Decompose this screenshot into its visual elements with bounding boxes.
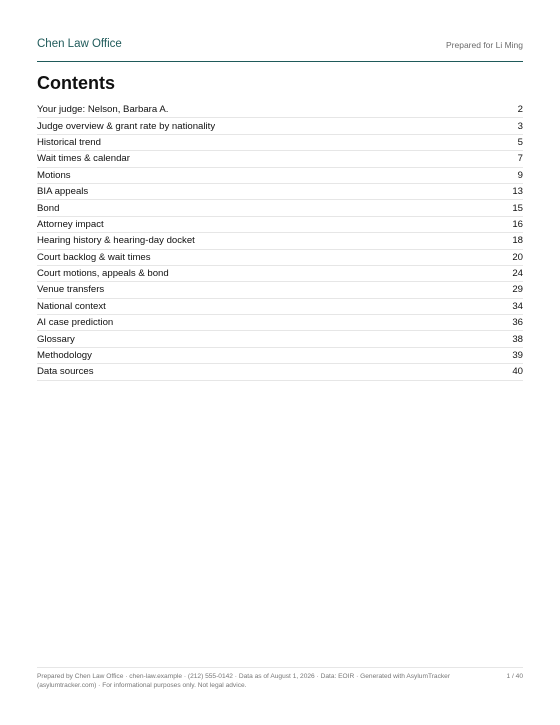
toc-entry[interactable] xyxy=(37,266,523,282)
toc-entry-label: Your judge: Nelson, Barbara A. xyxy=(37,104,169,116)
toc-entry-page-number: 38 xyxy=(512,333,523,345)
table-of-contents xyxy=(37,102,523,381)
toc-entry[interactable] xyxy=(37,118,523,134)
toc-entry-label: AI case prediction xyxy=(37,317,114,329)
toc-entry-label: Attorney impact xyxy=(37,218,104,230)
toc-entry[interactable] xyxy=(37,135,523,151)
toc-entry-page-number: 5 xyxy=(517,136,523,148)
toc-entry[interactable] xyxy=(37,299,523,315)
toc-entry[interactable] xyxy=(37,151,523,167)
prepared-for-label: Prepared for Li Ming xyxy=(445,40,523,50)
toc-entry-page-number: 18 xyxy=(512,235,523,247)
toc-entry-label: Wait times & calendar xyxy=(37,153,130,165)
page-number: 1 / 40 xyxy=(506,673,523,680)
toc-entry-page-number: 39 xyxy=(512,350,523,362)
toc-entry-page-number: 29 xyxy=(512,284,523,296)
footer-disclaimer: Prepared by Chen Law Office · chen-law.example · (212) 555-0142 · Data as of August 1, 2026 · Data: EOIR · Generated with AsylumTracker (asylumtracker.com) · For informational purposes only. Not legal advice. xyxy=(37,673,451,689)
toc-entry[interactable] xyxy=(37,168,523,184)
toc-entry-page-number: 15 xyxy=(512,202,523,214)
toc-entry[interactable] xyxy=(37,364,523,380)
toc-entry-page-number: 2 xyxy=(517,104,523,116)
toc-entry-page-number: 20 xyxy=(512,251,523,263)
toc-entry[interactable] xyxy=(37,233,523,249)
toc-entry[interactable] xyxy=(37,102,523,118)
toc-entry-label: Methodology xyxy=(37,350,92,362)
toc-entry-label: Historical trend xyxy=(37,136,101,148)
toc-entry[interactable] xyxy=(37,184,523,200)
toc-entry-label: Glossary xyxy=(37,333,75,345)
toc-entry-page-number: 7 xyxy=(517,153,523,165)
toc-entry-label: Court motions, appeals & bond xyxy=(37,268,169,280)
toc-entry[interactable] xyxy=(37,348,523,364)
toc-entry-page-number: 9 xyxy=(517,169,523,181)
toc-entry[interactable] xyxy=(37,200,523,216)
toc-entry-label: Venue transfers xyxy=(37,284,105,296)
toc-entry[interactable] xyxy=(37,250,523,266)
toc-entry-page-number: 13 xyxy=(512,186,523,198)
toc-entry[interactable] xyxy=(37,315,523,331)
toc-entry-page-number: 34 xyxy=(512,300,523,312)
toc-entry-label: Court backlog & wait times xyxy=(37,251,151,263)
page-header xyxy=(37,37,523,62)
toc-entry-label: National context xyxy=(37,300,106,312)
toc-entry-label: Hearing history & hearing-day docket xyxy=(37,235,195,247)
toc-entry-page-number: 24 xyxy=(512,268,523,280)
toc-entry-page-number: 36 xyxy=(512,317,523,329)
toc-entry-label: Data sources xyxy=(37,366,94,378)
toc-entry[interactable] xyxy=(37,217,523,233)
toc-entry-label: BIA appeals xyxy=(37,186,89,198)
firm-name: Chen Law Office xyxy=(37,38,122,50)
page-footer xyxy=(37,667,523,690)
toc-entry[interactable] xyxy=(37,282,523,298)
contents-title: Contents xyxy=(37,73,115,93)
toc-entry-page-number: 3 xyxy=(517,120,523,132)
toc-entry[interactable] xyxy=(37,331,523,347)
toc-entry-page-number: 40 xyxy=(512,366,523,378)
toc-entry-page-number: 16 xyxy=(512,218,523,230)
toc-entry-label: Bond xyxy=(37,202,60,214)
toc-entry-label: Motions xyxy=(37,169,71,181)
toc-entry-label: Judge overview & grant rate by nationality xyxy=(37,120,216,132)
